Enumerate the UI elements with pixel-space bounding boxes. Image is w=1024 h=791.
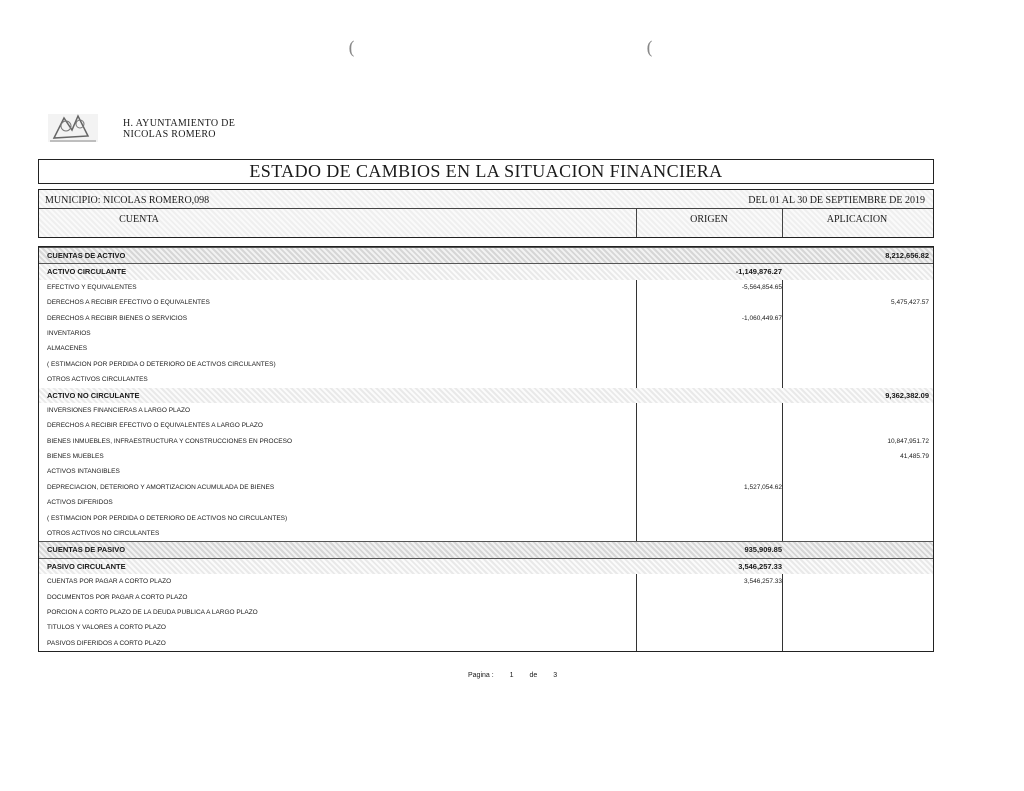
table-row-item — [39, 295, 933, 310]
column-header-aplicacion: APLICACION — [826, 214, 888, 225]
table-row-item — [39, 636, 933, 651]
account-name: ALMACENES — [47, 345, 88, 353]
organization-name — [123, 118, 235, 140]
account-name: DEPRECIACION, DETERIORO Y AMORTIZACION ACUMULADA DE BIENES — [47, 483, 275, 491]
table-row-section — [39, 247, 933, 264]
table-row-item — [39, 574, 933, 589]
aplicacion-value: 9,362,382.09 — [885, 390, 929, 400]
table-row-item — [39, 357, 933, 372]
page-of-label: de — [529, 672, 538, 679]
table-row-group — [39, 559, 933, 574]
aplicacion-value: 41,485.79 — [900, 453, 929, 461]
account-name: ( ESTIMACION POR PERDIDA O DETERIORO DE ACTIVOS NO CIRCULANTES) — [47, 514, 288, 522]
org-line-2: NICOLAS ROMERO — [123, 129, 216, 140]
table-row-item — [39, 526, 933, 541]
financial-table — [38, 246, 934, 652]
aplicacion-value: 8,212,656.82 — [885, 251, 929, 260]
table-row-item — [39, 590, 933, 605]
origen-value: -1,149,876.27 — [735, 267, 782, 277]
table-row-item — [39, 495, 933, 510]
page-total: 3 — [553, 672, 558, 679]
account-name: INVENTARIOS — [47, 329, 91, 337]
account-name: CUENTAS DE ACTIVO — [47, 251, 126, 260]
account-name: TITULOS Y VALORES A CORTO PLAZO — [47, 624, 166, 632]
account-name: EFECTIVO Y EQUIVALENTES — [47, 283, 137, 291]
account-name: ( ESTIMACION POR PERDIDA O DETERIORO DE ACTIVOS CIRCULANTES) — [47, 360, 276, 368]
account-name: INVERSIONES FINANCIERAS A LARGO PLAZO — [47, 406, 191, 414]
report-title: ESTADO DE CAMBIOS EN LA SITUACION FINANCIERA — [38, 159, 934, 184]
origen-value: -1,060,449.67 — [741, 314, 782, 322]
account-name: DOCUMENTOS POR PAGAR A CORTO PLAZO — [47, 593, 188, 601]
table-row-section — [39, 541, 933, 558]
table-row-group — [39, 388, 933, 403]
account-name: DERECHOS A RECIBIR BIENES O SERVICIOS — [47, 314, 188, 322]
account-name: ACTIVOS DIFERIDOS — [47, 499, 113, 507]
table-row-item — [39, 434, 933, 449]
account-name: ACTIVOS INTANGIBLES — [47, 468, 120, 476]
table-row-item — [39, 403, 933, 418]
column-header-origen: ORIGEN — [690, 214, 728, 225]
table-row-item — [39, 464, 933, 479]
page-footer — [468, 672, 571, 679]
page-number: 1 — [509, 672, 514, 679]
table-row-item — [39, 418, 933, 433]
account-name: BIENES INMUEBLES, INFRAESTRUCTURA Y CONSTRUCCIONES EN PROCESO — [47, 437, 292, 445]
account-name: DERECHOS A RECIBIR EFECTIVO O EQUIVALENTES — [47, 299, 210, 307]
account-name: OTROS ACTIVOS CIRCULANTES — [47, 376, 148, 384]
table-row-item — [39, 372, 933, 387]
table-row-item — [39, 620, 933, 635]
aplicacion-value: 10,847,951.72 — [887, 437, 929, 445]
account-name: ACTIVO CIRCULANTE — [47, 267, 127, 277]
table-row-item — [39, 326, 933, 341]
account-name: DERECHOS A RECIBIR EFECTIVO O EQUIVALENTES A LARGO PLAZO — [47, 422, 263, 430]
account-name: PASIVOS DIFERIDOS A CORTO PLAZO — [47, 639, 166, 647]
column-header-cuenta: CUENTA — [119, 214, 159, 225]
table-row-item — [39, 605, 933, 620]
municipal-logo — [44, 108, 102, 148]
org-line-1: H. AYUNTAMIENTO DE — [123, 118, 236, 129]
origen-value: 3,546,257.33 — [738, 561, 782, 571]
page-label: Pagina : — [468, 672, 494, 679]
account-name: ACTIVO NO CIRCULANTE — [47, 390, 140, 400]
table-row-item — [39, 280, 933, 295]
header-divider — [39, 208, 933, 209]
account-name: PASIVO CIRCULANTE — [47, 561, 126, 571]
municipio-label: MUNICIPIO: NICOLAS ROMERO,098 — [45, 195, 210, 206]
table-row-group — [39, 264, 933, 279]
table-row-item — [39, 511, 933, 526]
report-header — [38, 189, 934, 238]
account-name: CUENTAS POR PAGAR A CORTO PLAZO — [47, 578, 172, 586]
origen-value: 3,546,257.33 — [744, 578, 782, 586]
scan-mark-right: ( — [646, 38, 654, 59]
account-name: OTROS ACTIVOS NO CIRCULANTES — [47, 530, 160, 538]
origen-value: 935,909.85 — [744, 545, 782, 555]
origen-value: 1,527,054.62 — [744, 483, 782, 491]
account-name: BIENES MUEBLES — [47, 453, 104, 461]
account-name: PORCION A CORTO PLAZO DE LA DEUDA PUBLICA A LARGO PLAZO — [47, 608, 258, 616]
table-row-item — [39, 341, 933, 356]
aplicacion-value: 5,475,427.57 — [891, 299, 929, 307]
origen-value: -5,564,854.65 — [741, 283, 782, 291]
period-label: DEL 01 AL 30 DE SEPTIEMBRE DE 2019 — [748, 195, 925, 206]
table-row-item — [39, 311, 933, 326]
table-row-item — [39, 480, 933, 495]
account-name: CUENTAS DE PASIVO — [47, 545, 126, 555]
table-row-item — [39, 449, 933, 464]
scan-mark-left: ( — [348, 38, 356, 59]
